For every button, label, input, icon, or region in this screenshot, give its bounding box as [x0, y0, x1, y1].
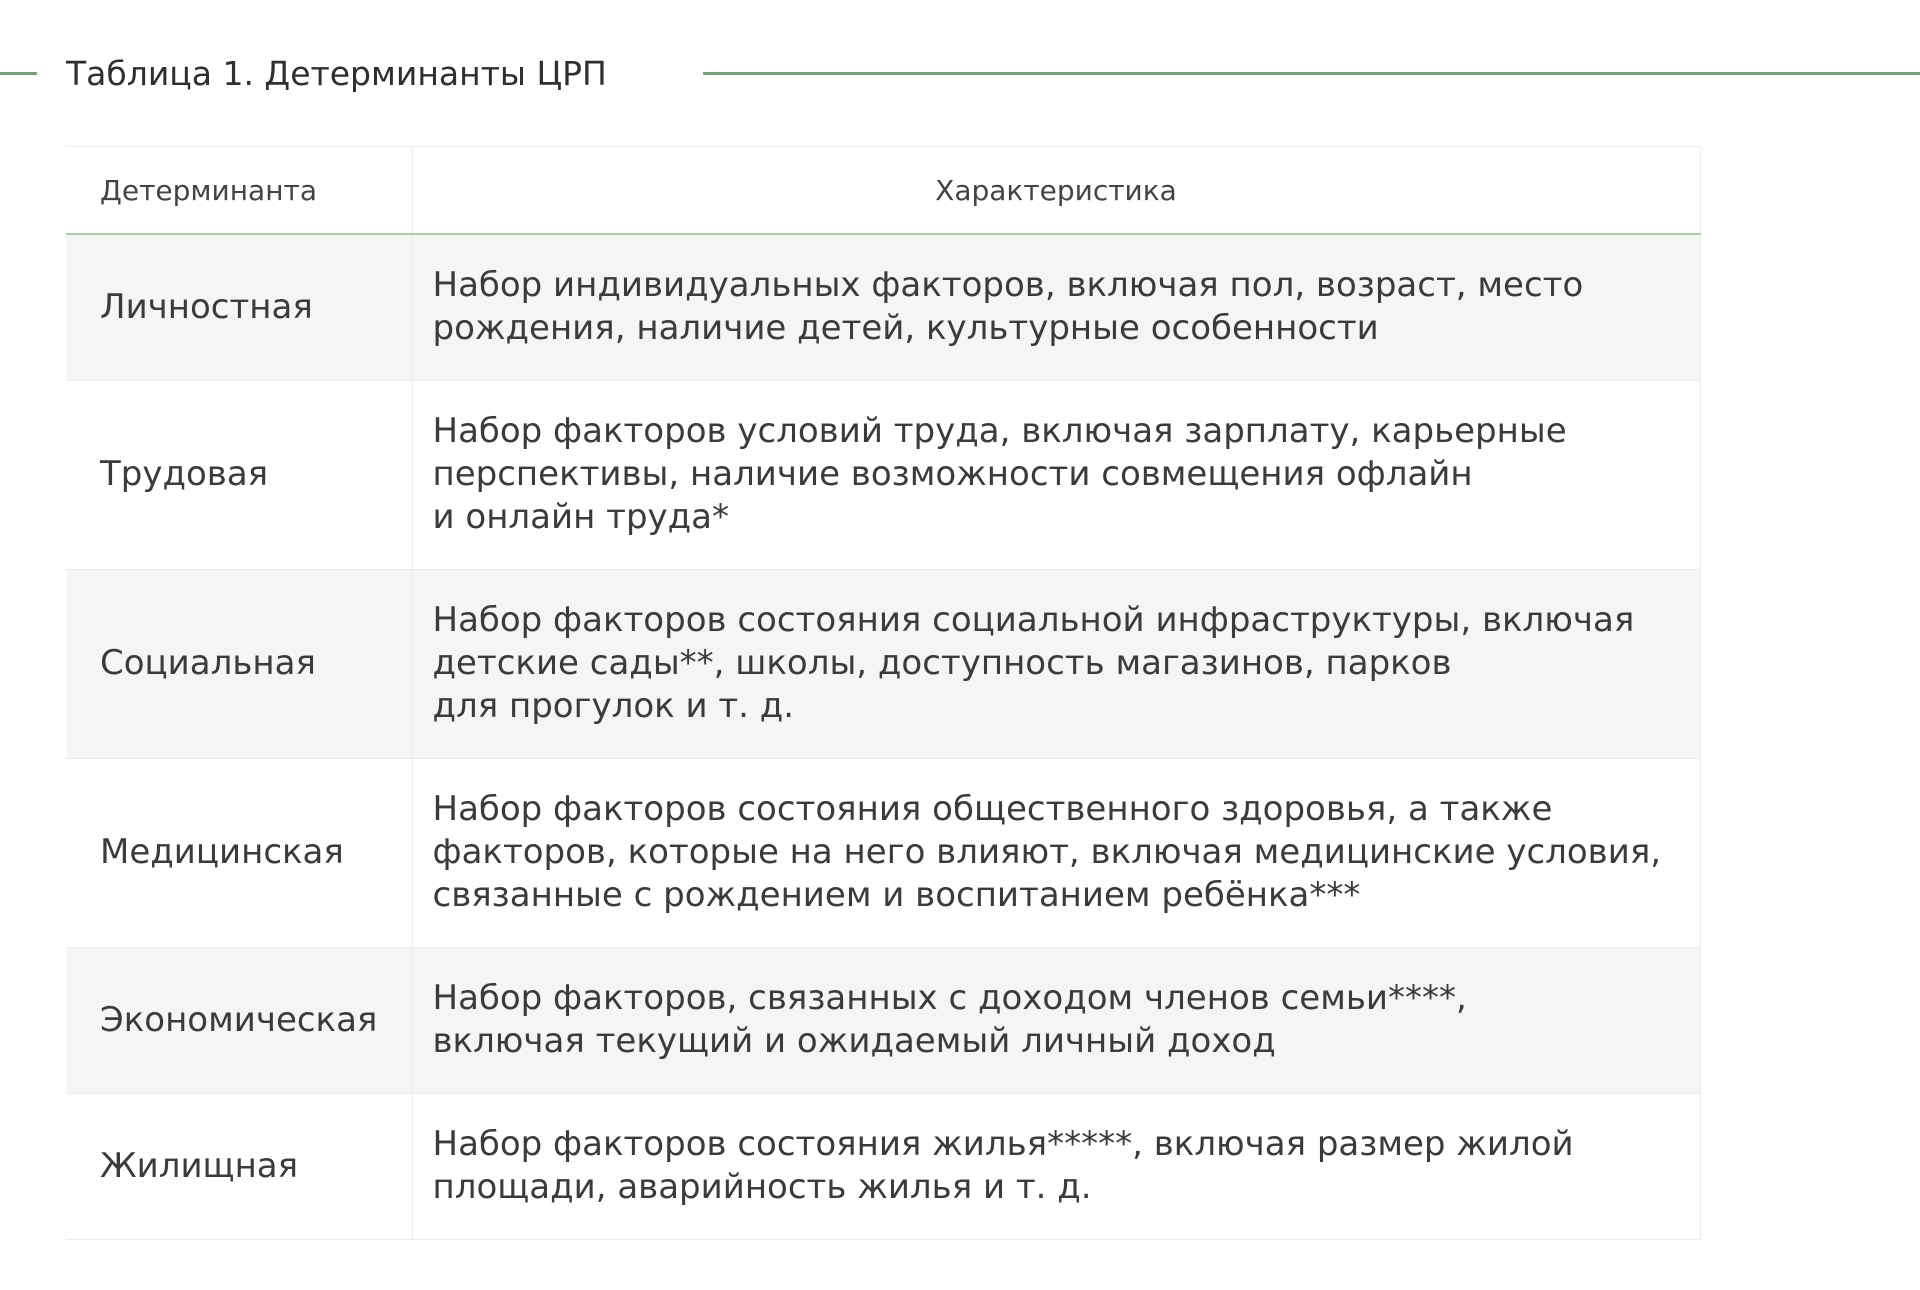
characteristic-line: включая текущий и ожидаемый личный доход [432, 1021, 1276, 1061]
row-characteristic [412, 1093, 1700, 1239]
characteristic-line: площади, аварийность жилья и т. д. [432, 1167, 1092, 1207]
determinants-table-wrap [66, 146, 1700, 1240]
characteristic-line: и онлайн труда* [432, 497, 729, 537]
row-characteristic [412, 947, 1700, 1093]
characteristic-line: детские сады**, школы, доступность магазинов, парков [432, 643, 1452, 683]
row-determinant: Жилищная [66, 1093, 412, 1239]
row-determinant: Медицинская [66, 758, 412, 947]
table-row [66, 758, 1700, 947]
determinants-table [66, 146, 1701, 1240]
characteristic-line: для прогулок и т. д. [432, 686, 795, 726]
characteristic-line: Набор факторов состояния социальной инфраструктуры, включая [432, 600, 1635, 640]
header-characteristic: Характеристика [412, 147, 1700, 235]
title-rule-right [703, 72, 1920, 75]
characteristic-line: связанные с рождением и воспитанием ребёнка*** [432, 875, 1361, 915]
characteristic-line: Набор факторов условий труда, включая зарплату, карьерные [432, 411, 1567, 451]
characteristic-line: Набор факторов состояния жилья*****, включая размер жилой [432, 1124, 1574, 1164]
row-characteristic [412, 234, 1700, 380]
header-determinant: Детерминанта [66, 147, 412, 235]
characteristic-line: рождения, наличие детей, культурные особенности [432, 308, 1379, 349]
characteristic-line: Набор факторов, связанных с доходом членов семьи****, [432, 978, 1467, 1018]
row-determinant: Трудовая [66, 380, 412, 569]
table-row [66, 380, 1700, 569]
characteristic-line: перспективы, наличие возможности совмещения офлайн [432, 454, 1473, 494]
table-row [66, 234, 1700, 380]
table-row [66, 569, 1700, 758]
table-row [66, 1093, 1700, 1239]
row-determinant: Личностная [66, 234, 412, 380]
row-determinant: Социальная [66, 569, 412, 758]
title-rule-left [0, 72, 37, 75]
row-characteristic [412, 758, 1700, 947]
table-header-row [66, 147, 1700, 235]
row-determinant: Экономическая [66, 947, 412, 1093]
characteristic-line: Набор индивидуальных факторов, включая пол, возраст, место [432, 265, 1584, 306]
row-characteristic [412, 569, 1700, 758]
table-row [66, 947, 1700, 1093]
row-characteristic [412, 380, 1700, 569]
title-row [0, 46, 1920, 102]
characteristic-line: факторов, которые на него влияют, включая медицинские условия, [432, 832, 1662, 872]
characteristic-line: Набор факторов состояния общественного здоровья, а также [432, 789, 1553, 829]
table-title: Таблица 1. Детерминанты ЦРП [66, 54, 607, 93]
